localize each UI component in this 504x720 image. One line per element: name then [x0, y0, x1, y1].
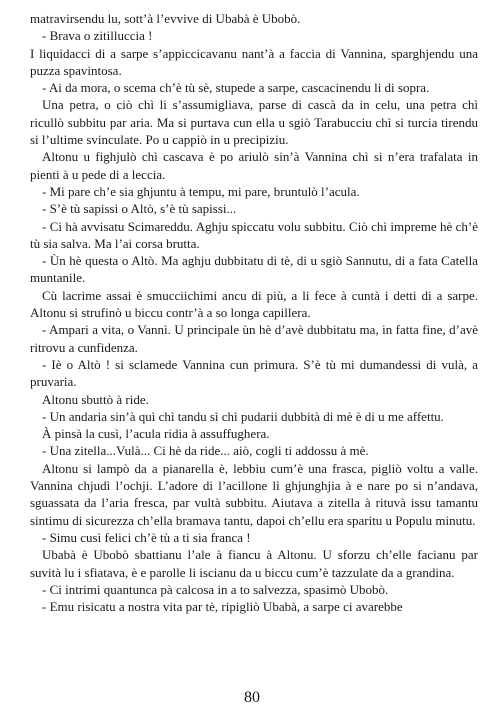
- paragraph-2: - Brava o zitilluccia !: [42, 28, 153, 44]
- paragraph-19: - Simu cusì felici ch’è tù a ti sia franca !: [42, 529, 251, 545]
- paragraph-17: - Una zitella...Vulà... Ci hè da ride... aiò, cogli ti addossu à mè.: [42, 443, 369, 459]
- paragraph-10: - Ùn hè questa o Altò. Ma aghju dubbitatu di tè, di u sgiò Sannutu, di a fata Catella muntanile.: [30, 253, 478, 286]
- paragraph-20: Ubabà è Ubobò sbattianu l’ale à fiancu à Altonu. U sforzu ch’elle facianu par suvità lu i sfiatava, è e parolle li iscianu da u biccu cum’è tazzulate da a grandina.: [30, 547, 478, 580]
- page-number: 80: [244, 689, 260, 706]
- paragraph-9: - Ci hà avvisatu Scimareddu. Aghju spiccatu volu subbitu. Ciò chì impreme hè ch’è tù sia salva. Ma l’ai corsa brutta.: [30, 218, 478, 251]
- paragraph-8: - S’è tù sapissi o Altò, s’è tù sapissi...: [42, 201, 237, 217]
- paragraph-12: - Ampari a vita, o Vannì. U principale ùn hè d’avè dubbitatu ma, in fatta fine, d’avè ritrovu a cunfidenza.: [30, 322, 478, 355]
- paragraph-18: Altonu si lampò da a pianarella è, lebbiu cum’è una frasca, pigliò voltu a valle. Vannina chjudì l’ochji. L’adore di l’acillone lì ghjunghjia à e nare po si n’andava, sguassata da l’aria fresca, par vultà subbitu. Aiutava a zitella à rituvà issu tamantu sintimu di sicurezza ch’ella bramava tantu, dapoi ch’ellu era sparitu u Populu minutu.: [30, 460, 478, 528]
- paragraph-3: I liquidacci di a sarpe s’appiccicavanu nant’à a faccia di Vannina, sparghjendu una puzza spavintosa.: [30, 45, 478, 78]
- paragraph-11: Cù lacrime assai è smucciichimi ancu di più, a li fece à cuntà i detti di a sarpe. Altonu si strufinò u biccu contr’à a so longa capillera.: [30, 287, 478, 321]
- paragraph-6: Altonu u fighjulò chì cascava è po ariulò sin’à Vannina chì si n’era trafalata in pienti à u pede di a leccia.: [30, 149, 478, 182]
- paragraph-4: - Ai da mora, o scema ch’è tù sè, stupede a sarpe, cascacinendu li di sopra.: [42, 80, 430, 96]
- paragraph-15: - Un andaria sin’à quì chì tandu sì chì pudarii dubbità di mè è di u me affettu.: [42, 408, 444, 424]
- paragraph-7: - Mi pare ch’e sia ghjuntu à tempu, mi pare, bruntulò l’acula.: [42, 183, 360, 199]
- paragraph-13: - Iè o Altò ! si sclamede Vannina cun primura. S’è tù mi dumandessi di vulà, a pruvaria.: [30, 356, 478, 390]
- paragraph-16: À pinsà la cusì, l’acula ridia à assuffughera.: [42, 426, 270, 442]
- page-body: [30, 10, 478, 615]
- paragraph-14: Altonu sbuttò à ride.: [42, 391, 149, 407]
- paragraph-21: - Ci intrimi quantunca pà calcosa in a to salvezza, spasimò Ubobò.: [42, 581, 389, 597]
- paragraph-1: matravirsendu lu, sott’à l’evvive di Ubabà è Ubobò.: [30, 11, 301, 26]
- paragraph-22: - Emu risicatu a nostra vita par tè, ripigliò Ubabà, a sarpe ci avarebbe: [42, 599, 403, 615]
- paragraph-5: Una petra, o ciò chì li s’assumigliava, parse di cascà da in celu, una petra chì ricullò subbitu par aria. Ma si purtava cun ella u sgiò Tarabucciu chì si turcia tirendu si l’ultime svinculate. Po u cappiò in u precipiziu.: [30, 97, 478, 148]
